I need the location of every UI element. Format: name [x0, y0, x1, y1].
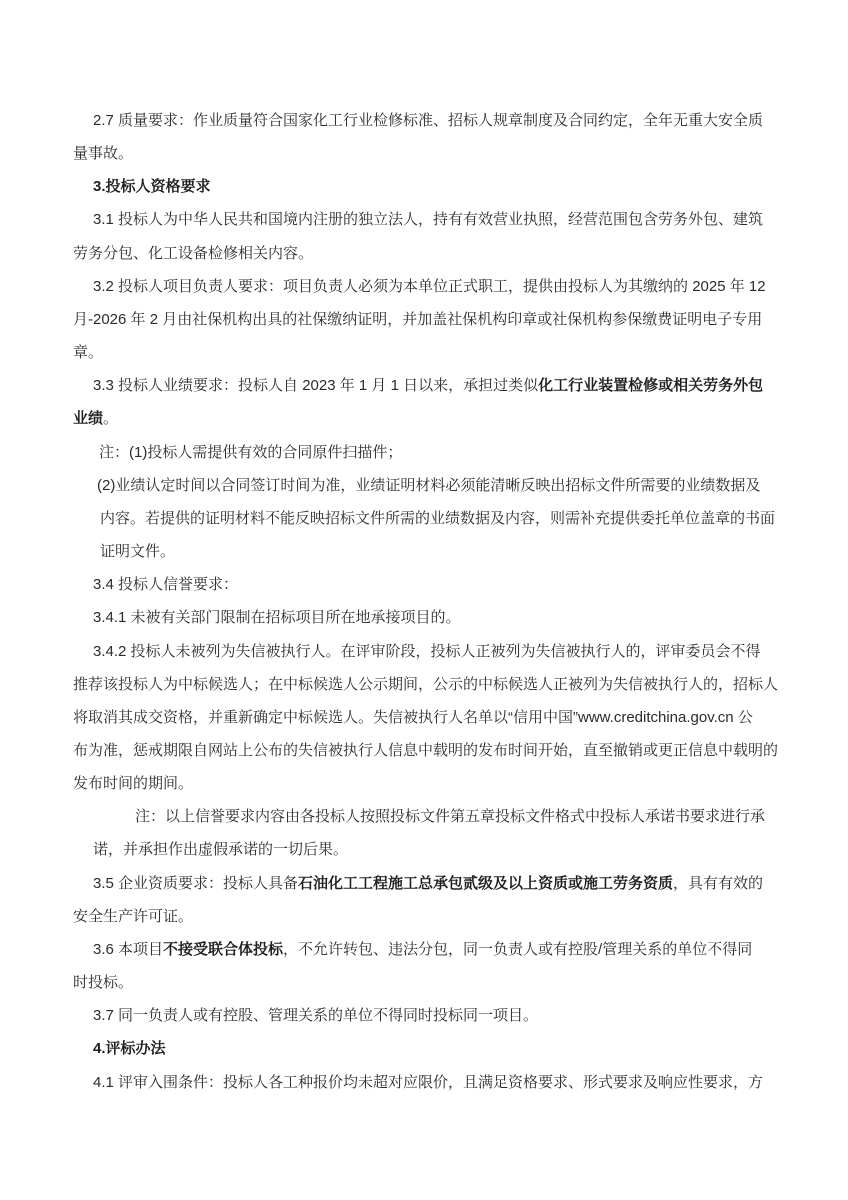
document-line — [73, 137, 785, 170]
document-line — [73, 635, 785, 668]
document-line — [73, 933, 785, 966]
document-line — [73, 900, 785, 933]
emphasized-text: 4.评标办法 — [93, 1040, 166, 1058]
document-line — [73, 436, 785, 469]
document-line — [73, 369, 785, 402]
body-text: 2.7 质量要求：作业质量符合国家化工行业检修标准、招标人规章制度及合同约定，全年无重大安全质 — [93, 112, 764, 129]
document-line — [73, 800, 785, 833]
body-text: 3.5 企业资质要求：投标人具备 — [93, 874, 299, 892]
body-text: 3.7 同一负责人或有控股、管理关系的单位不得同时投标同一项目。 — [93, 1007, 539, 1025]
document-line — [73, 1032, 785, 1065]
body-text: 3.3 投标人业绩要求：投标人自 2023 年 1 月 1 日以来，承担过类似 — [93, 377, 539, 395]
document-line — [73, 502, 785, 535]
document-line — [73, 767, 785, 800]
emphasized-text: 不接受联合体投标 — [163, 940, 284, 958]
body-text: 3.4 投标人信誉要求： — [93, 576, 239, 594]
document-line — [73, 601, 785, 634]
body-text: 内容。若提供的证明材料不能反映招标文件所需的业绩数据及内容，则需补充提供委托单位盖章的书面 — [100, 509, 776, 527]
document-line — [73, 535, 785, 568]
emphasized-text: 业绩 — [73, 410, 104, 428]
body-text: 章。 — [73, 344, 104, 362]
body-text: 证明文件。 — [100, 543, 176, 561]
document-line — [73, 203, 785, 236]
document-line — [73, 668, 785, 701]
body-text: 注：(1)投标人需提供有效的合同原件扫描件； — [99, 443, 403, 461]
emphasized-text: 化工行业装置检修或相关劳务外包 — [538, 377, 764, 395]
body-text: (2)业绩认定时间以合同签订时间为准，业绩证明材料必须能清晰反映出招标文件所需要的业绩数据及 — [97, 476, 761, 494]
body-text: 4.1 评审入围条件：投标人各工种报价均未超对应限价，且满足资格要求、形式要求及响应性要求，方 — [93, 1073, 764, 1091]
body-text: 诺，并承担作出虚假承诺的一切后果。 — [93, 841, 349, 859]
body-text: 推荐该投标人为中标候选人；在中标候选人公示期间，公示的中标候选人正被列为失信被执行人的，招标人 — [73, 675, 779, 693]
body-text: 3.1 投标人为中华人民共和国境内注册的独立法人，持有有效营业执照，经营范围包含劳务外包、建筑 — [93, 211, 764, 229]
document-line — [73, 966, 785, 999]
document-line — [73, 402, 785, 435]
emphasized-text: 石油化工工程施工总承包贰级及以上资质或施工劳务资质 — [298, 874, 674, 892]
body-text: 。 — [103, 410, 119, 428]
body-text: 3.2 投标人项目负责人要求：项目负责人必须为本单位正式职工，提供由投标人为其缴纳的 2025 年 12 — [93, 277, 766, 295]
document-line — [73, 270, 785, 303]
document-line — [73, 568, 785, 601]
body-text: ，具有有效的 — [673, 874, 764, 892]
body-text: 3.4.1 未被有关部门限制在招标项目所在地承接项目的。 — [93, 609, 461, 627]
document-line — [73, 734, 785, 767]
document-line — [73, 170, 785, 203]
document-line — [73, 833, 785, 866]
document-line — [73, 469, 785, 502]
body-text: 时投标。 — [73, 974, 134, 992]
document-line — [73, 336, 785, 369]
document-line — [73, 237, 785, 270]
body-text: 月-2026 年 2 月由社保机构出具的社保缴纳证明，并加盖社保机构印章或社保机构参保缴费证明电子专用 — [73, 310, 763, 328]
body-text: 发布时间的期间。 — [73, 775, 194, 793]
document-line — [73, 104, 785, 137]
document-body — [73, 104, 785, 1099]
body-text: 注：以上信誉要求内容由各投标人按照投标文件第五章投标文件格式中投标人承诺书要求进行承 — [135, 808, 766, 826]
body-text: 3.4.2 投标人未被列为失信被执行人。在评审阶段，投标人正被列为失信被执行人的，评审委员会不得 — [93, 642, 761, 660]
body-text: 3.6 本项目 — [93, 940, 164, 958]
body-text: 布为准，惩戒期限自网站上公布的失信被执行人信息中载明的发布时间开始，直至撤销或更正信息中载明的 — [73, 741, 779, 759]
body-text: 安全生产许可证。 — [73, 907, 194, 925]
emphasized-text: 3.投标人资格要求 — [93, 178, 211, 196]
document-line — [73, 1066, 785, 1099]
body-text: ，不允许转包、违法分包，同一负责人或有控股/管理关系的单位不得同 — [283, 940, 753, 958]
document-line — [73, 303, 785, 336]
document-line — [73, 999, 785, 1032]
document-line — [73, 701, 785, 734]
body-text: 将取消其成交资格，并重新确定中标候选人。失信被执行人名单以“信用中国”www.creditchina.gov.cn 公 — [73, 708, 753, 726]
body-text: 量事故。 — [73, 145, 134, 163]
body-text: 劳务分包、化工设备检修相关内容。 — [73, 244, 314, 262]
document-line — [73, 867, 785, 900]
